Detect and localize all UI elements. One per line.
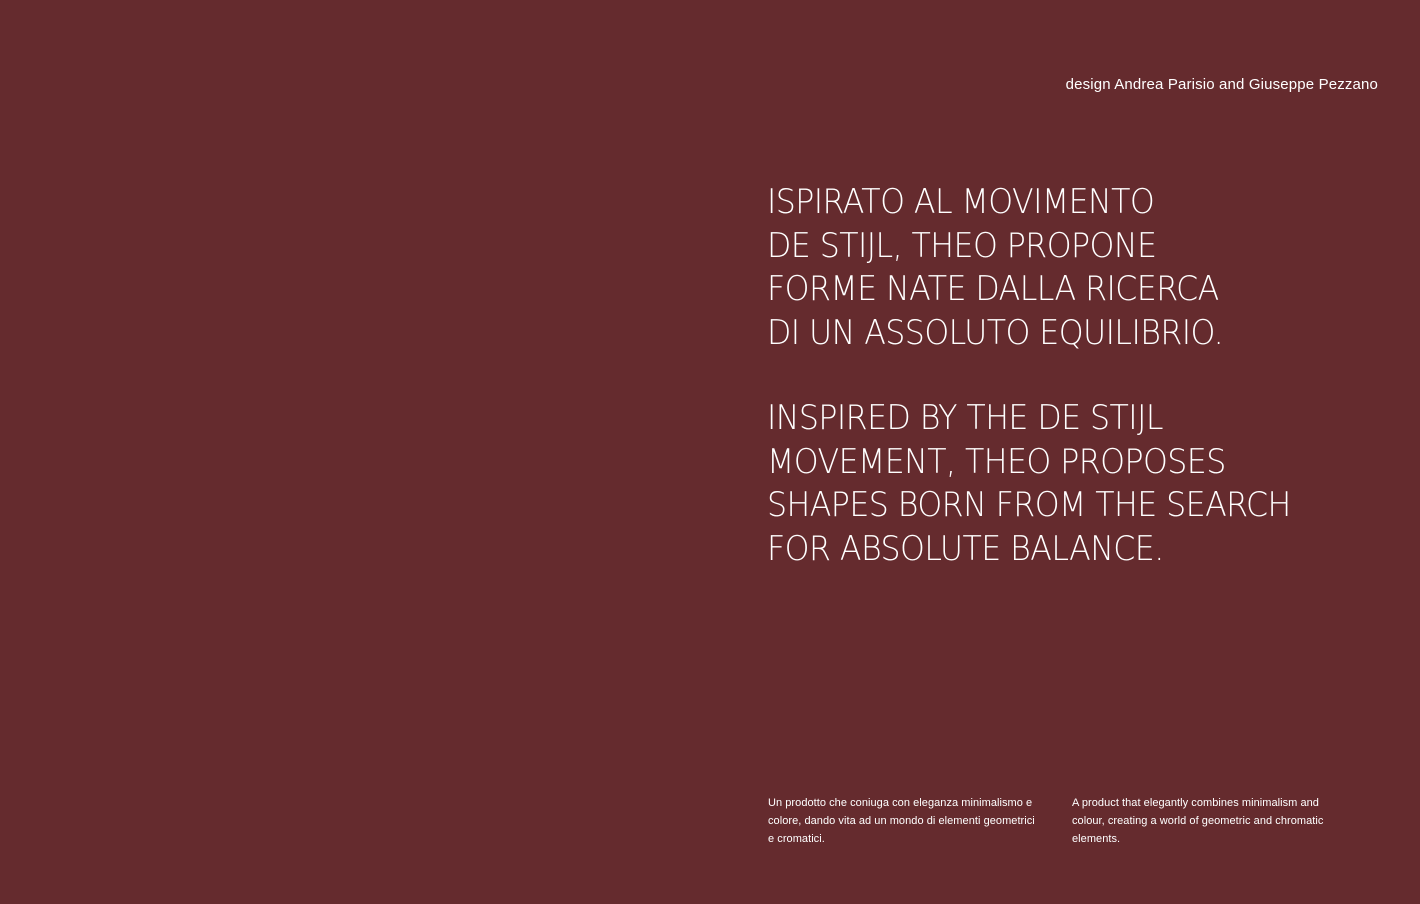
description-italian-line: Un prodotto che coniuga con eleganza minimalismo e (768, 797, 1033, 809)
description-english-line: A product that elegantly combines minimalism and (1072, 797, 1319, 809)
description-english-line: elements. (1072, 833, 1121, 845)
headline-english-line: INSPIRED BY THE DE STIJL (767, 398, 1163, 438)
headline-italian-line: FORME NATE DALLA RICERCA (767, 269, 1219, 309)
description-italian (768, 794, 1040, 848)
headline-italian (767, 181, 1344, 355)
headline-english-line: FOR ABSOLUTE BALANCE. (767, 528, 1164, 569)
headline-english-line: SHAPES BORN FROM THE SEARCH (767, 485, 1291, 525)
designer-credit: design Andrea Parisio and Giuseppe Pezzano (1065, 76, 1378, 93)
headline-english-line: MOVEMENT, THEO PROPOSES (767, 441, 1226, 482)
headline-italian-line: ISPIRATO AL MOVIMENTO (767, 182, 1155, 222)
headline-italian-line: DI UN ASSOLUTO EQUILIBRIO. (767, 312, 1224, 353)
description-english (1072, 794, 1344, 848)
description-italian-line: e cromatici. (768, 833, 825, 845)
headline-italian-line: DE STIJL, THEO PROPONE (767, 225, 1157, 266)
headline-english (767, 397, 1344, 571)
description-english-line: colour, creating a world of geometric and chromatic (1072, 815, 1324, 827)
description-italian-line: colore, dando vita ad un mondo di elementi geometrici (768, 815, 1035, 827)
